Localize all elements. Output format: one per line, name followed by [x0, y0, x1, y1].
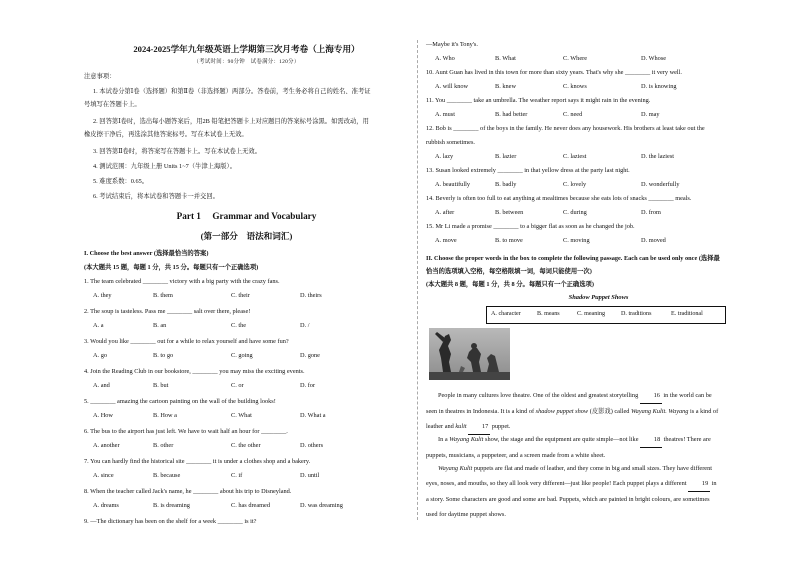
answer-option[interactable]: A. a [93, 322, 104, 329]
answer-option[interactable]: C. need [563, 111, 583, 118]
answer-option[interactable]: D. the laziest [641, 153, 675, 160]
question-stem: 3. Would you like ________ out for a while to relax yourself and have some fun? [84, 338, 289, 345]
answer-option[interactable]: C. going [231, 352, 253, 359]
note-line: 3. 回答第Ⅱ卷时，将答案写在答题卡上。写在本试卷上无效。 [93, 148, 261, 155]
exam-subtitle: （考试时间：90分钟 试卷满分：120分） [193, 59, 300, 65]
note-line: 2. 回答第Ⅰ卷时，选出每小题答案后，用2B 铅笔把答题卡上对应题目的答案标号涂黑。如需改动，用 [93, 118, 369, 125]
answer-option[interactable]: D. / [300, 322, 310, 329]
answer-option[interactable]: A. must [435, 111, 455, 118]
blank-17[interactable]: 17 [468, 419, 490, 435]
answer-option[interactable]: C. laziest [563, 153, 587, 160]
note-line: 6. 考试结束后，将本试卷和答题卡一并交回。 [93, 193, 219, 200]
notes-heading: 注意事项： [84, 73, 116, 80]
answer-option[interactable]: B. an [153, 322, 167, 329]
answer-option[interactable]: C. the [231, 322, 247, 329]
answer-option[interactable]: D. gone [300, 352, 320, 359]
answer-option[interactable]: C. lovely [563, 181, 587, 188]
section2-heading-cont: 恰当的选项填入空格，每空格限填一词，每词只能使用一次) [426, 268, 592, 275]
answer-option[interactable]: C. What [231, 412, 252, 419]
answer-option[interactable]: B. lazier [495, 153, 517, 160]
shadow-puppet-image [429, 328, 510, 380]
answer-option[interactable]: A. move [435, 237, 457, 244]
answer-option[interactable]: B. other [153, 442, 174, 449]
column-divider [417, 40, 418, 520]
answer-option[interactable]: B. to go [153, 352, 174, 359]
answer-option[interactable]: B. between [495, 209, 524, 216]
question-stem: 14. Beverly is often too full to eat anything at mealtimes because she eats lots of snacks ________ meals. [426, 195, 692, 202]
part-title: Part 1 Grammar and Vocabulary [176, 211, 317, 221]
answer-option[interactable]: B. but [153, 382, 169, 389]
note-line: 号填写在答题卡上。 [84, 101, 141, 108]
question-stem: 7. You can hardly find the historical site ________ it is under a clothes shop and a bakery. [84, 458, 311, 465]
word-box [486, 306, 726, 324]
answer-option[interactable]: A. they [93, 292, 112, 299]
answer-option[interactable]: C. knows [563, 83, 587, 90]
answer-option[interactable]: A. another [93, 442, 120, 449]
answer-option[interactable]: A. will know [435, 83, 469, 90]
answer-option[interactable]: C. their [231, 292, 250, 299]
answer-option[interactable]: A. Who [435, 55, 455, 62]
question-stem: 6. The bus to the airport has just left. We have to wait half an hour for ________. [84, 428, 288, 435]
blank-19[interactable]: 19 [688, 476, 710, 492]
answer-option[interactable]: B. to move [495, 237, 523, 244]
answer-option[interactable]: D. moved [641, 237, 666, 244]
question-stem-cont: rubbish sometimes. [426, 139, 475, 146]
question-stem: 12. Bob is ________ of the boys in the family. He never does any housework. His brothers at least take out the [426, 125, 705, 132]
blank-16[interactable]: 16 [640, 388, 662, 404]
answer-option[interactable]: A. How [93, 412, 113, 419]
answer-option[interactable]: A. since [93, 472, 114, 479]
answer-option[interactable]: D. wonderfully [641, 181, 680, 188]
question-stem: —Maybe it's Tony's. [426, 41, 478, 48]
answer-option[interactable]: B. them [153, 292, 173, 299]
answer-option[interactable]: B. knew [495, 83, 516, 90]
question-stem: 2. The soup is tasteless. Pass me ________ salt over there, please! [84, 308, 251, 315]
answer-option[interactable]: A. after [435, 209, 455, 216]
answer-option[interactable]: A. go [93, 352, 107, 359]
question-stem: 9. —The dictionary has been on the shelf for a week ________ is it? [84, 518, 257, 525]
answer-option[interactable]: D. from [641, 209, 661, 216]
answer-option[interactable]: B. had better [495, 111, 528, 118]
word-box-item: B. means [537, 311, 560, 317]
answer-option[interactable]: C. Where [563, 55, 588, 62]
question-stem: 1. The team celebrated ________ victory with a big party with the crazy fans. [84, 278, 280, 285]
note-line: 橡皮擦干净后，再选涂其他答案标号。写在本试卷上无效。 [84, 131, 248, 138]
note-line: 1. 本试卷分第Ⅰ卷（选择题）和第Ⅱ卷（非选择题）两部分。答卷前，考生务必将自己的姓名、准考证 [93, 88, 371, 95]
answer-option[interactable]: D. for [300, 382, 316, 389]
answer-option[interactable]: D. Whose [641, 55, 667, 62]
word-box-item: D. traditions [621, 311, 652, 317]
answer-option[interactable]: C. during [563, 209, 587, 216]
answer-option[interactable]: C. moving [563, 237, 590, 244]
answer-option[interactable]: D. may [641, 111, 660, 118]
answer-option[interactable]: C. or [231, 382, 244, 389]
word-box-item: A. character [491, 311, 521, 317]
question-stem: 15. Mr Li made a promise ________ to a bigger flat as soon as he changed the job. [426, 223, 635, 230]
passage-paragraph-3: Wayang Kulit puppets are flat and made of leather, and they come in big and small sizes. They have different eyes, noses, and mouths, so they all look very different—just like people! Each puppet plays a different 19 in a story. Some characters are good and some are bad. Puppets, which are painted in bright colours, are sometimes used for daytime puppet shows. [426, 465, 717, 518]
word-box-title: Shadow Puppet Shows [568, 294, 629, 301]
answer-option[interactable]: A. beautifully [435, 181, 470, 188]
answer-option[interactable]: D. others [300, 442, 324, 449]
question-stem: 13. Susan looked extremely ________ in that yellow dress at the party last night. [426, 167, 630, 174]
answer-option[interactable]: D. was dreaming [300, 502, 343, 509]
section2-scoring: (本大题共 8 题，每题 1 分，共 8 分。每题只有一个正确选项) [426, 281, 594, 288]
exam-title: 2024-2025学年九年级英语上学期第三次月考卷（上海专用） [133, 44, 360, 54]
answer-option[interactable]: C. the other [231, 442, 261, 449]
section1-scoring: (本大题共 15 题，每题 1 分，共 15 分。每题只有一个正确选项) [84, 264, 259, 271]
answer-option[interactable]: A. dreams [93, 502, 119, 509]
answer-option[interactable]: A. and [93, 382, 110, 389]
question-stem: 8. When the teacher called Jack's name, he ________ about his trip to Disneyland. [84, 488, 292, 495]
question-stem: 4. Join the Reading Club in our bookstore, ________ you may miss the exciting events. [84, 368, 305, 375]
note-line: 5. 难度系数：0.65。 [93, 178, 149, 185]
answer-option[interactable]: C. has dreamed [231, 502, 270, 509]
part-title-cn: (第一部分 语法和词汇) [200, 231, 293, 241]
answer-option[interactable]: D. is knowing [641, 83, 677, 90]
question-stem: 10. Aunt Guan has lived in this town for more than sixty years. That's why she ________ it very well. [426, 69, 683, 76]
passage-paragraph-2: In a Wayang Kulit show, the stage and the equipment are quite simple—not like 18 theatres! There are puppets, musicians, a puppeteer, and a screen made from a white sheet. [426, 432, 771, 463]
answer-option[interactable]: D. until [300, 472, 320, 479]
answer-option[interactable]: C. if [231, 472, 243, 479]
answer-option[interactable]: B. How a [153, 412, 177, 419]
blank-18[interactable]: 18 [640, 432, 662, 448]
answer-option[interactable]: A. lazy [435, 153, 454, 160]
answer-option[interactable]: D. What a [300, 412, 326, 419]
word-box-item: C. meaning [577, 311, 606, 317]
answer-option[interactable]: B. because [153, 472, 181, 479]
section2-heading: II. Choose the proper words in the box to complete the following passage. Each can be used only once (选择最 [426, 255, 720, 262]
section1-heading: I. Choose the best answer (选择最恰当的答案) [84, 250, 209, 257]
question-stem: 11. You ________ take an umbrella. The weather report says it might rain in the evening. [426, 97, 651, 104]
answer-option[interactable]: B. What [495, 55, 516, 62]
note-line: 4. 测试范围：九年级上册 Units 1~7（牛津上海版）。 [93, 163, 236, 170]
passage-paragraph-1: People in many cultures love theatre. One of the oldest and greatest storytelling 16 in the world can be seen in theatres in Indonesia. It is a kind of shadow puppet show (皮影戏) called Wayang Kulit. Wayang is a kind of leather and kulit 17 puppet. [426, 388, 771, 435]
word-box-item: E. traditional [671, 311, 703, 317]
answer-option[interactable]: B. is dreaming [153, 502, 190, 509]
answer-option[interactable]: B. badly [495, 181, 517, 188]
question-stem: 5. ________ amazing the cartoon painting on the wall of the building looks! [84, 398, 276, 405]
answer-option[interactable]: D. theirs [300, 292, 322, 299]
